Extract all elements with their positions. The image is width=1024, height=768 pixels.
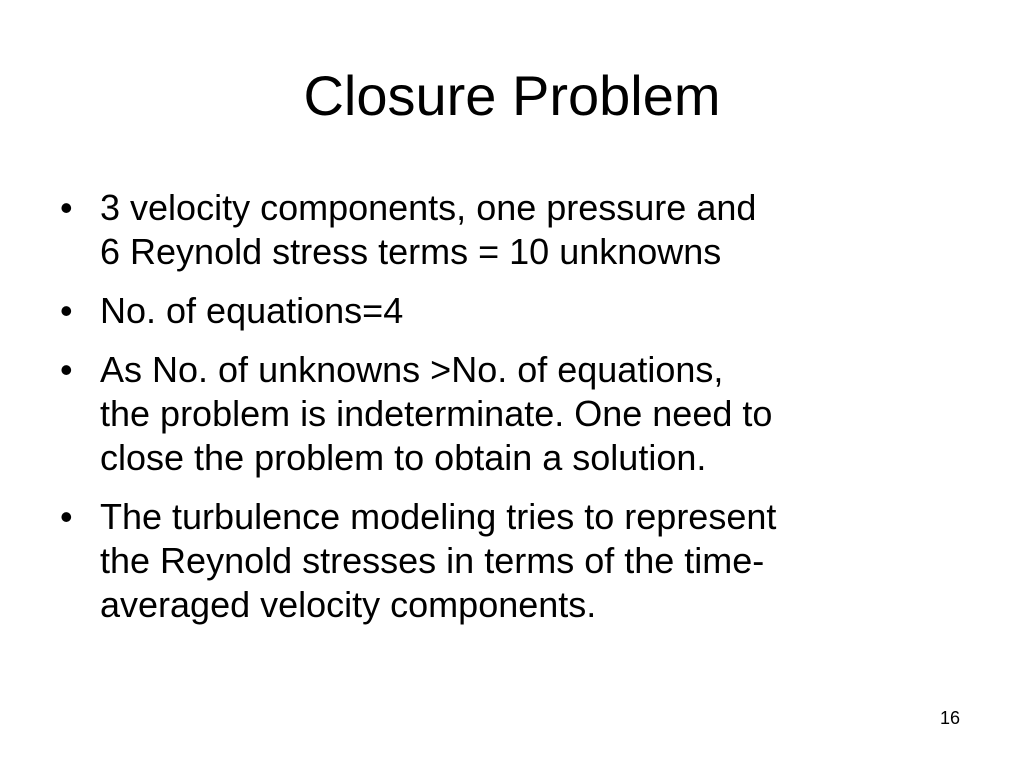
bullet-marker: •	[60, 496, 73, 537]
bullet-marker: •	[60, 187, 73, 228]
bullet-text: No. of equations=4	[100, 290, 404, 331]
bullet-text: As No. of unknowns >No. of equations, the problem is indeterminate. One need to close the problem to obtain a solution.	[100, 349, 773, 478]
bullet-item	[58, 495, 978, 627]
bullet-marker: •	[60, 290, 73, 331]
page-number: 16	[939, 708, 960, 728]
bullet-list	[58, 186, 978, 642]
bullet-item	[58, 289, 978, 333]
bullet-text: 3 velocity components, one pressure and 6 Reynold stress terms = 10 unknowns	[100, 187, 757, 272]
bullet-item	[58, 348, 978, 480]
bullet-marker: •	[60, 349, 73, 390]
slide-title: Closure Problem	[303, 64, 721, 127]
bullet-item	[58, 186, 978, 274]
bullet-text: The turbulence modeling tries to represent the Reynold stresses in terms of the time- averaged velocity components.	[100, 496, 777, 625]
